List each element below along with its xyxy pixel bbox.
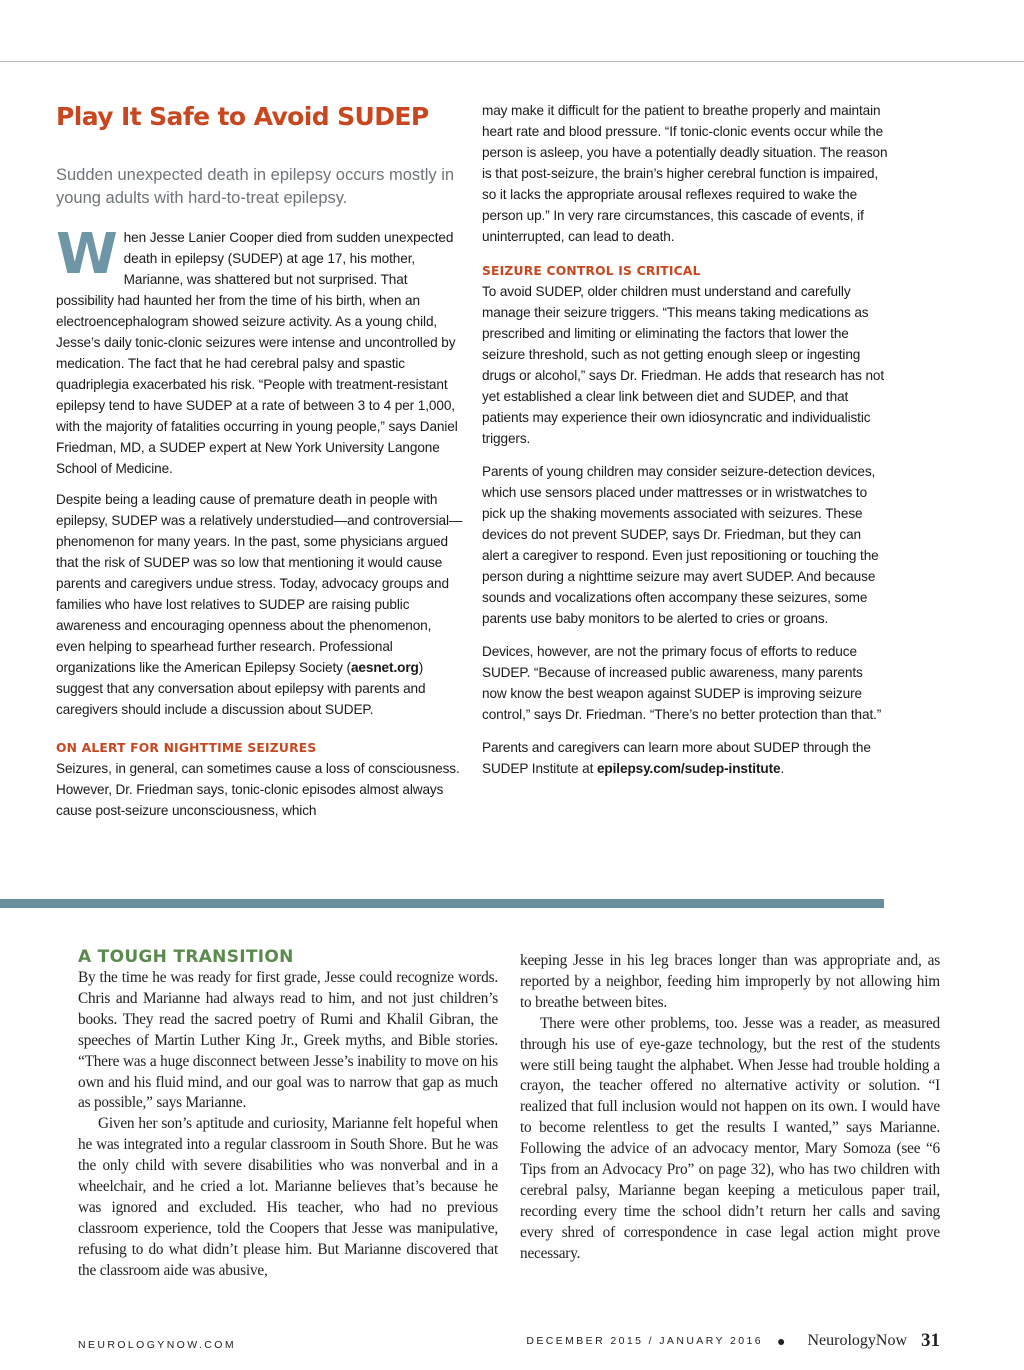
page-number: 31	[921, 1330, 940, 1351]
magazine-name: NeurologyNow	[807, 1332, 907, 1349]
drop-cap: W	[56, 222, 118, 287]
section-divider-bar	[0, 899, 884, 908]
sidebar-paragraph-6: Parents of young children may consider seizure-detection devices, which use sensors placed under mattresses or in wristwatches to pick up the shaking movements associated with seizures. These devices do not prevent SUDEP, says Dr. Friedman, but they can alert a caregiver to respond. Even just repositioning or touching the person during a nighttime seizure may avert SUDEP. And because sounds and vocalizations often accompany these seizures, some parents use baby monitors to be alerted to cries or groans.	[482, 464, 879, 626]
sidebar-deck: Sudden unexpected death in epilepsy occurs mostly in young adults with hard-to-treat epilepsy.	[56, 166, 455, 207]
article-paragraph-4: There were other problems, too. Jesse was a reader, as measured through his use of eye-gaze technology, but the rest of the students were still being taught the alphabet. When Jesse had trouble holding a crayon, the teacher offered no alternative activity or solution. “I realized that full inclusion would not happen on its own. I would have to become relentless to get the results I wanted,” says Marianne. Following the advice of an advocacy mentor, Mary Somoza (see “6 Tips from an Advocacy Pro” on page 32), who has two children with cerebral palsy, Marianne began keeping a meticulous paper trail, recording every time the school didn’t return her calls and saving every shred of correspondence in case legal action might prove necessary.	[520, 1014, 940, 1262]
bullet-icon: ●	[776, 1333, 786, 1349]
sidebar-left-column	[56, 100, 464, 831]
article-paragraph-2: Given her son’s aptitude and curiosity, Marianne felt hopeful when he was integrated into a regular classroom in South Shore. But he was the only child with severe disabilities who was nonverbal and in a wheelchair, and he cried a lot. Marianne believes that’s because he was ignored and excluded. His teacher, who had no previous classroom experience, told the Coopers that Jesse was manipulative, refusing to do what didn’t please him. But Marianne discovered that the classroom aide was abusive,	[78, 1115, 498, 1279]
sudep-institute-link[interactable]: epilepsy.com/sudep-institute	[596, 761, 781, 776]
sidebar-paragraph-1	[56, 222, 464, 479]
article-paragraph-3: keeping Jesse in his leg braces longer than was appropriate and, as reported by a neighbor, feeding him improperly by not allowing him to breathe between bites.	[520, 952, 940, 1011]
article-right-column	[520, 951, 940, 1265]
aesnet-link[interactable]: aesnet.org	[350, 660, 419, 675]
article-left-column	[78, 946, 498, 1282]
footer-website[interactable]: NEUROLOGYNOW.COM	[78, 1339, 236, 1351]
footer-issue-date: DECEMBER 2015 / JANUARY 2016	[526, 1335, 763, 1347]
sidebar-paragraph-3: Seizures, in general, can sometimes cause a loss of consciousness. However, Dr. Friedman says, tonic-clonic episodes almost always cause post-seizure unconsciousness, which	[56, 761, 460, 818]
sidebar-paragraph-5: To avoid SUDEP, older children must understand and carefully manage their seizure triggers. “This means taking medications as prescribed and limiting or eliminating the factors that lower the seizure threshold, such as not getting enough sleep or ingesting drugs or alcohol,” says Dr. Friedman. He adds that research has not yet established a clear link between diet and SUDEP, and that patients may experience their own idiosyncratic and individualistic triggers.	[482, 284, 885, 446]
article-heading: A TOUGH TRANSITION	[78, 947, 294, 967]
sidebar-paragraph-1-text: hen Jesse Lanier Cooper died from sudden unexpected death in epilepsy (SUDEP) at age 17, his mother, Marianne, was shattered but not surprised. That possibility had haunted her from the time of his birth, when an electroencephalogram showed seizure activity. As a young child, Jesse’s daily tonic-clonic seizures were intense and uncontrolled by medication. The fact that he had cerebral palsy and spastic quadriplegia exacerbated his risk. “People with treatment-resistant epilepsy tend to have SUDEP at a rate of between 3 to 4 per 1,000, with the majority of fatalities occurring in young people,” says Daniel Friedman, MD, a SUDEP expert at New York University Langone School of Medicine.	[56, 230, 458, 476]
footer-right	[526, 1330, 940, 1352]
sidebar-paragraph-8	[482, 737, 890, 779]
top-rule	[0, 61, 1024, 62]
article-paragraph-1: By the time he was ready for first grade, Jesse could recognize words. Chris and Marianne had always read to him, and not just children’s books. They read the sacred poetry of Rumi and Khalil Gibran, the speeches of Martin Luther King Jr., Greek myths, and Bible stories. “There was a huge disconnect between Jesse’s inability to move on his own and his fluid mind, and our goal was to narrow that gap as much as possible,” says Marianne.	[78, 969, 498, 1112]
subhead-seizure-control: SEIZURE CONTROL IS CRITICAL	[482, 264, 701, 278]
sidebar-paragraph-4: may make it difficult for the patient to breathe properly and maintain heart rate and blood pressure. “If tonic-clonic events occur while the person is asleep, you have a potentially deadly situation. The reason is that post-seizure, the brain’s higher cerebral function is impaired, so it lacks the appropriate arousal reflexes required to wake the person up.” In very rare circumstances, this cascade of events, if uninterrupted, can lead to death.	[482, 103, 888, 244]
sidebar-paragraph-2-text-a: Despite being a leading cause of premature death in people with epilepsy, SUDEP was a relatively understudied—and controversial—phenomenon for many years. In the past, some physicians argued that the risk of SUDEP was so low that mentioning it would cause parents and caregivers undue stress. Today, advocacy groups and families who have lost relatives to SUDEP are raising public awareness and encouraging openness about the phenomenon, even helping to spearhead further research. Professional organizations like the American Epilepsy Society (	[56, 492, 463, 675]
sidebar-paragraph-7: Devices, however, are not the primary focus of efforts to reduce SUDEP. “Because of increased public awareness, many parents now know the best weapon against SUDEP is improving seizure control,” says Dr. Friedman. “There’s no better protection than that.”	[482, 644, 882, 722]
sidebar-paragraph-2	[56, 489, 464, 720]
sidebar-paragraph-8-text-a: Parents and caregivers can learn more about SUDEP through the SUDEP Institute at	[482, 740, 871, 776]
sidebar-paragraph-8-text-b: .	[780, 761, 785, 776]
sidebar-paragraph-2-text-b: ) suggest that any conversation about epilepsy with parents and caregivers should include a discussion about SUDEP.	[56, 660, 426, 717]
sidebar-right-column	[482, 100, 890, 789]
subhead-nighttime-seizures: ON ALERT FOR NIGHTTIME SEIZURES	[56, 741, 317, 755]
sidebar-title: Play It Safe to Avoid SUDEP	[56, 102, 429, 131]
